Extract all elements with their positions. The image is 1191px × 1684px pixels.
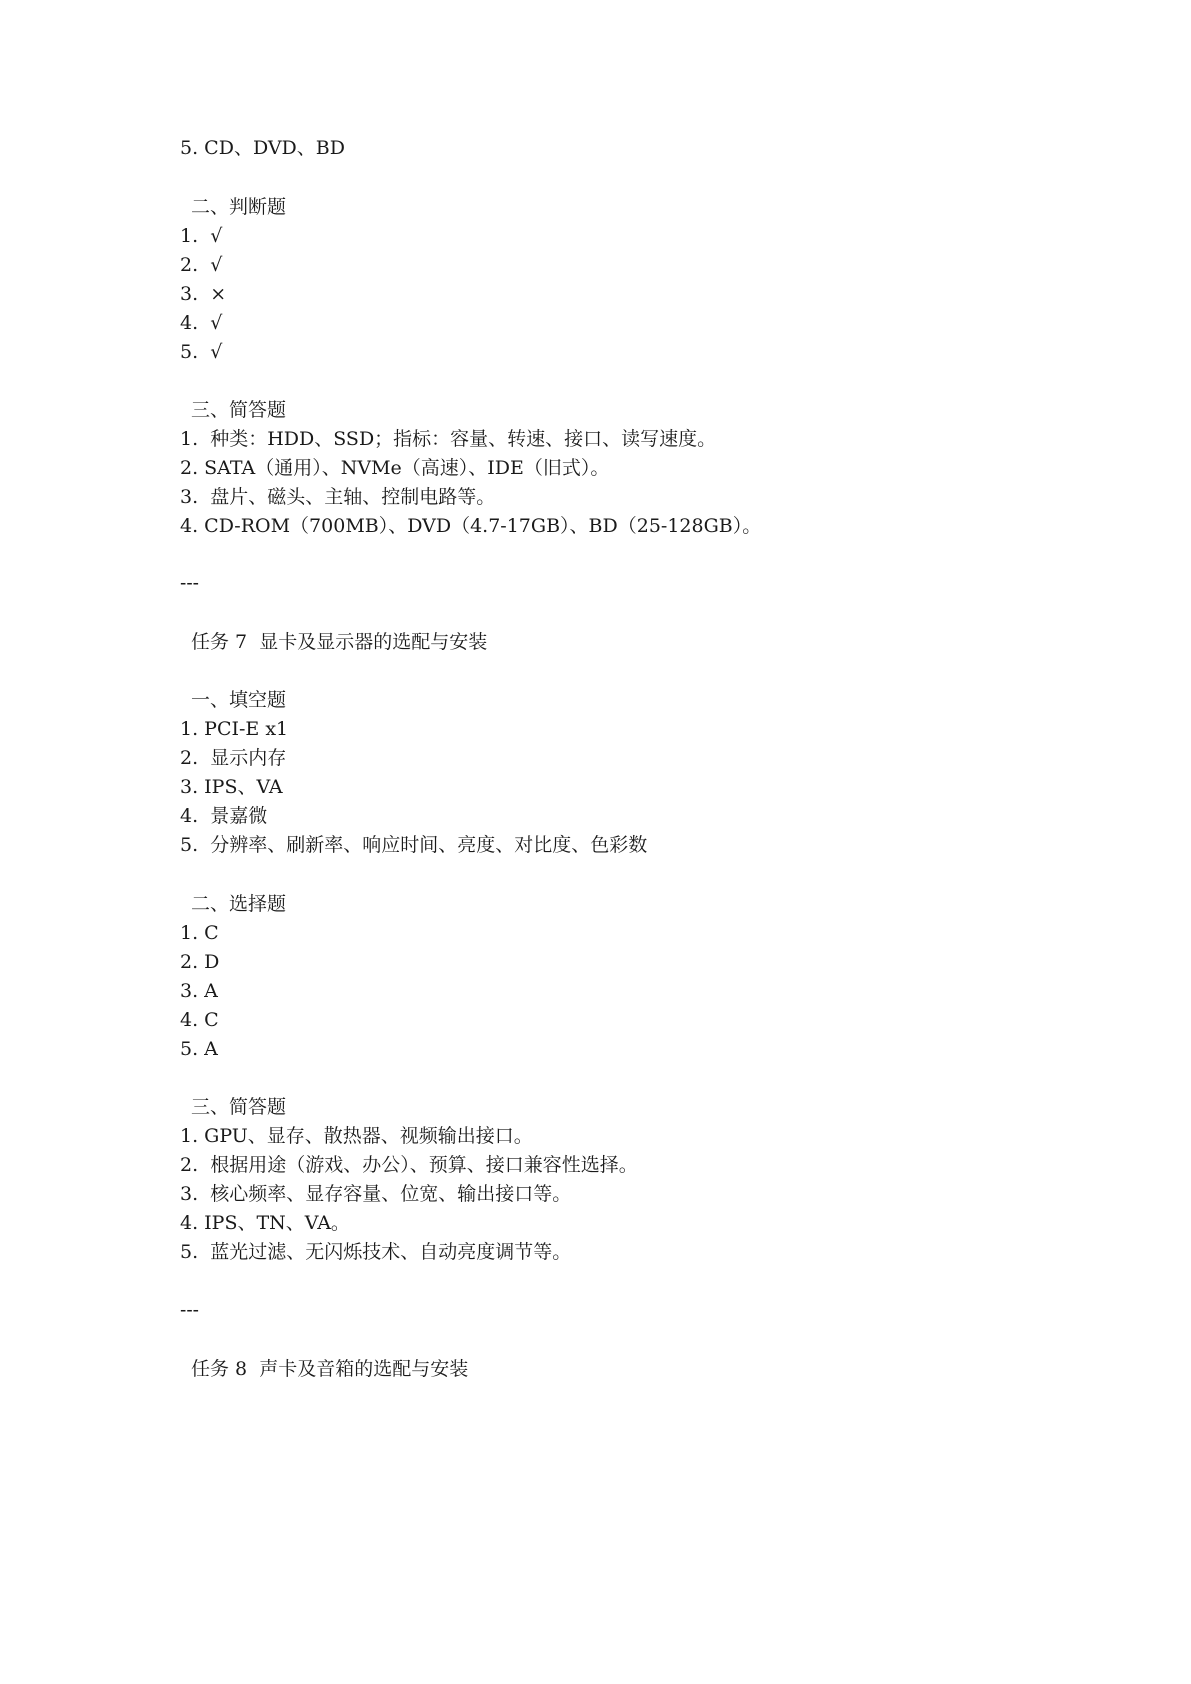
- answer-line: 5. A: [180, 1038, 218, 1060]
- answer-line: 3. A: [180, 980, 218, 1002]
- answer-line: 2. D: [180, 951, 220, 973]
- answer-line: 5. CD、DVD、BD: [180, 137, 345, 159]
- answer-line: 4. C: [180, 1009, 219, 1031]
- answer-line: 5. √: [180, 341, 223, 363]
- answer-line: 5. 蓝光过滤、无闪烁技术、自动亮度调节等。: [180, 1241, 572, 1263]
- answer-line: 1. √: [180, 225, 223, 247]
- answer-line: 3. 盘片、磁头、主轴、控制电路等。: [180, 486, 496, 508]
- answer-line: 3. ×: [180, 283, 227, 305]
- answer-line: 4. 景嘉微: [180, 805, 268, 827]
- section-heading: 任务 8 声卡及音箱的选配与安装: [191, 1358, 469, 1380]
- answer-line: 3. IPS、VA: [180, 776, 283, 798]
- section-heading: 二、判断题: [191, 196, 287, 218]
- answer-line: 1. PCI-E x1: [180, 718, 289, 740]
- answer-line: 2. SATA（通用）、NVMe（高速）、IDE（旧式）。: [180, 457, 610, 479]
- answer-line: 1. GPU、显存、散热器、视频输出接口。: [180, 1125, 533, 1147]
- answer-line: 4. IPS、TN、VA。: [180, 1212, 350, 1234]
- answer-line: 1. C: [180, 922, 219, 944]
- section-heading: 二、选择题: [191, 893, 287, 915]
- separator-line: ---: [180, 573, 199, 594]
- section-heading: 任务 7 显卡及显示器的选配与安装: [191, 631, 488, 653]
- answer-line: 4. CD-ROM（700MB）、DVD（4.7-17GB）、BD（25-128GB）。: [180, 515, 762, 537]
- answer-line: 2. √: [180, 254, 223, 276]
- answer-line: 2. 显示内存: [180, 747, 287, 769]
- answer-line: 3. 核心频率、显存容量、位宽、输出接口等。: [180, 1183, 572, 1205]
- section-heading: 一、填空题: [191, 689, 287, 711]
- section-heading: 三、简答题: [191, 1096, 287, 1118]
- answer-line: 2. 根据用途（游戏、办公）、预算、接口兼容性选择。: [180, 1154, 638, 1176]
- answer-line: 5. 分辨率、刷新率、响应时间、亮度、对比度、色彩数: [180, 834, 648, 856]
- separator-line: ---: [180, 1300, 199, 1321]
- answer-line: 1. 种类：HDD、SSD；指标：容量、转速、接口、读写速度。: [180, 428, 717, 450]
- answer-line: 4. √: [180, 312, 223, 334]
- section-heading: 三、简答题: [191, 399, 287, 421]
